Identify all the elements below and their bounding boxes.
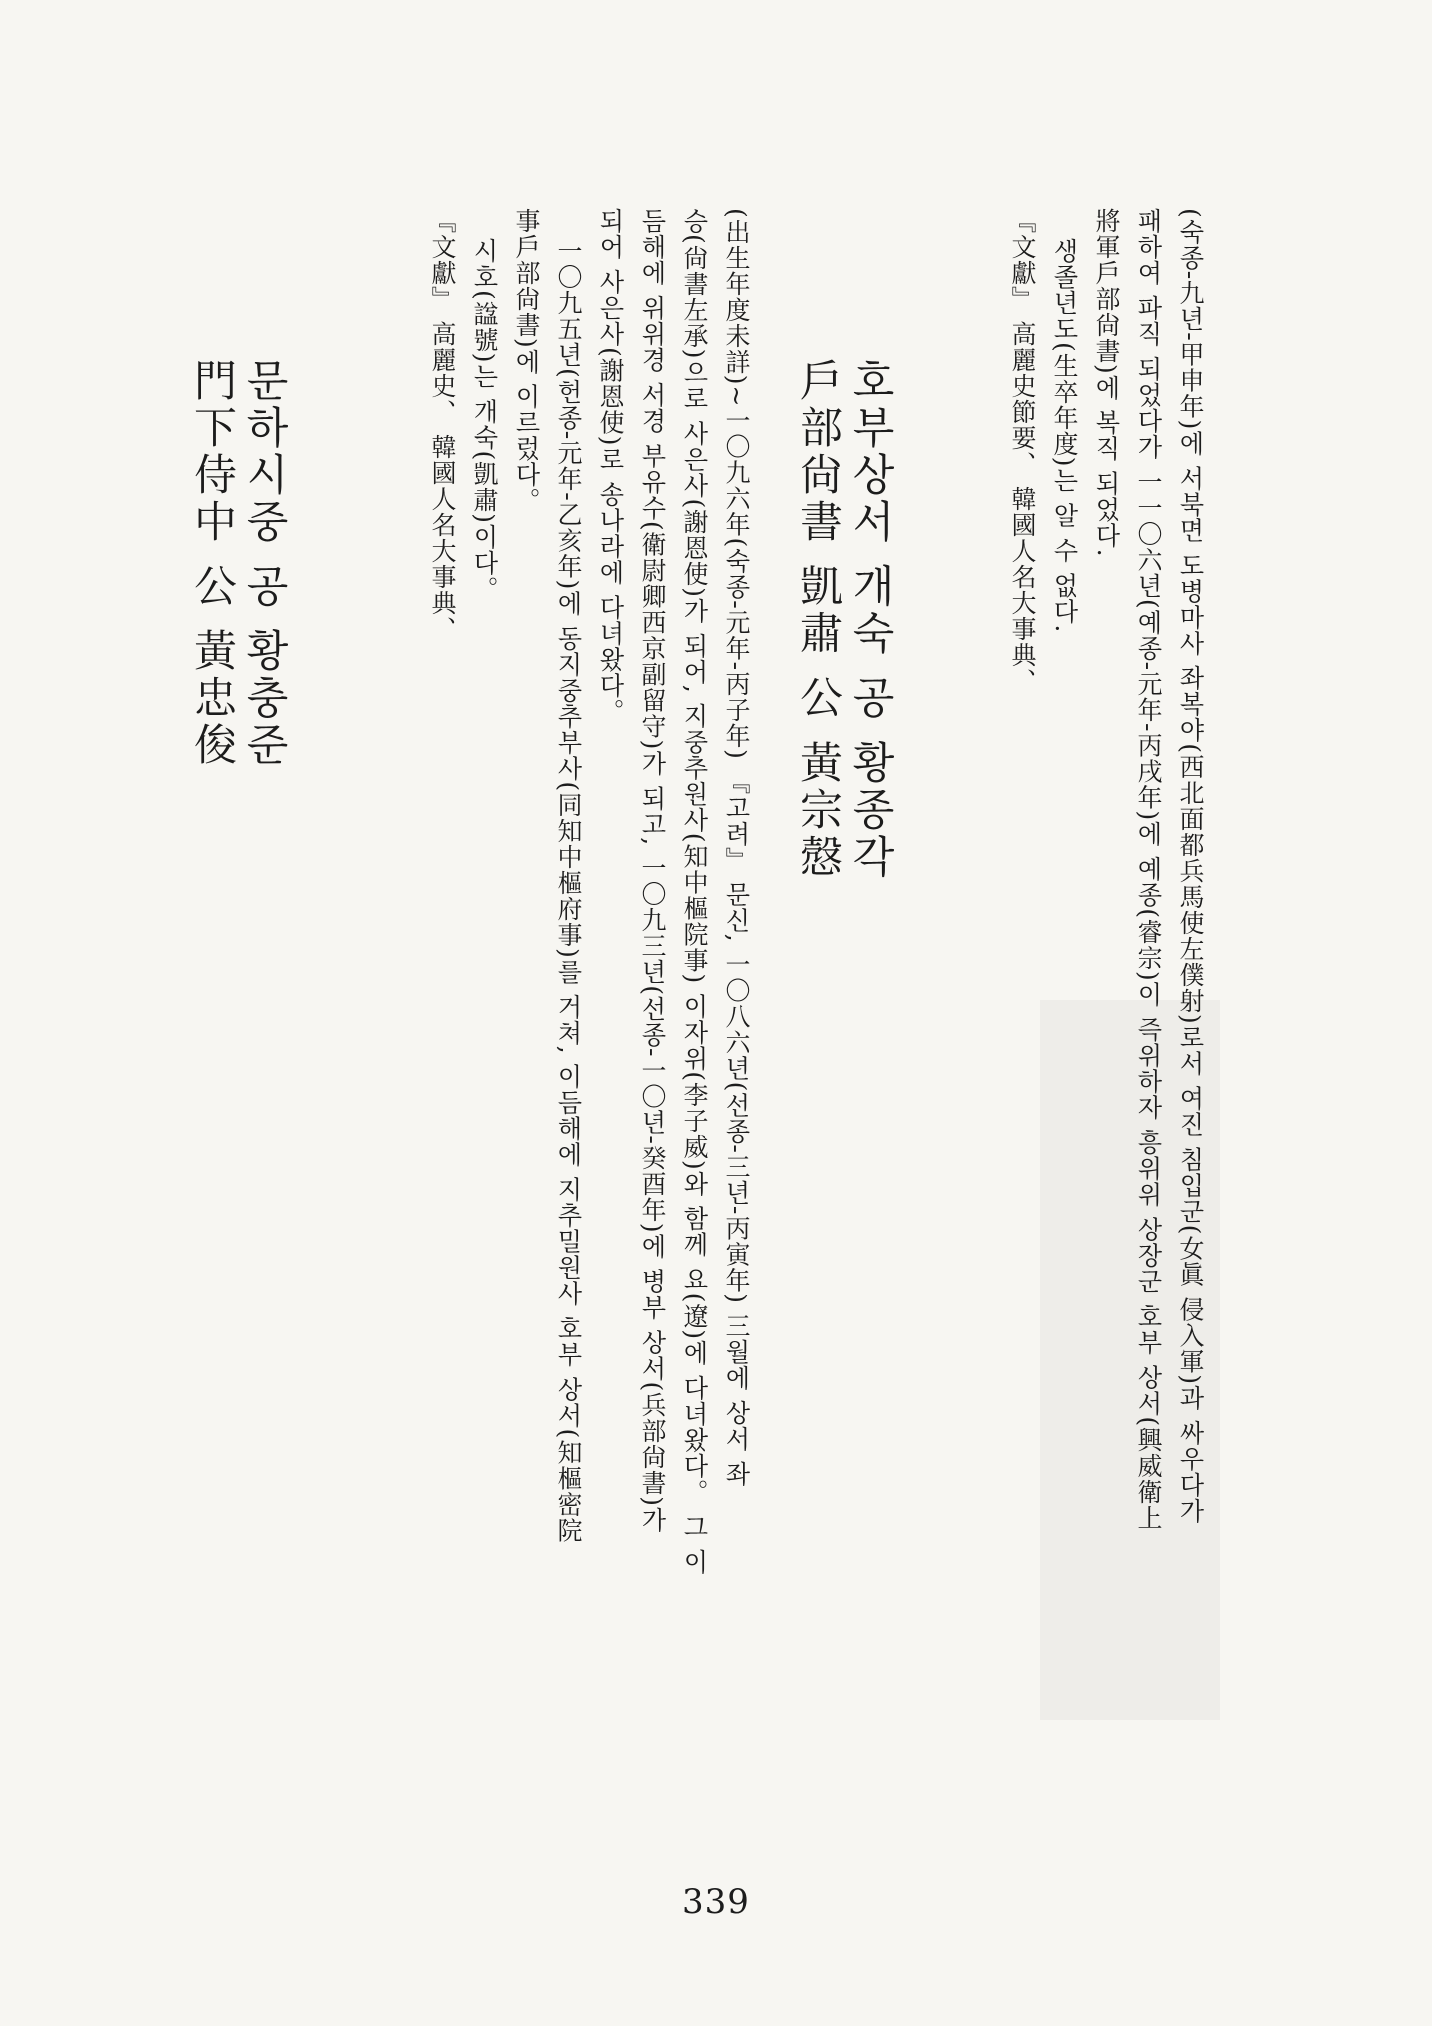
source-citation: 『文獻』 高麗史節要、 韓國人名大事典、 [1008, 208, 1037, 694]
page-number: 339 [682, 1882, 750, 1922]
body-line: 승(尙書左承)으로 사은사(謝恩使)가 되어, 지중추원사(知中樞院事) 이자위(李子威)와 함께 요(遼)에 다녀왔다。 그 이 [680, 208, 709, 1576]
body-line: 패하여 파직 되었다가 一一〇六년(예종-元年-丙戌年)에 예종(睿宗)이 즉위하자 흥위위 상장군 호부 상서(興威衛上 [1134, 208, 1163, 1532]
body-line: 將軍戶部尙書)에 복직 되었다. [1092, 208, 1121, 558]
body-line: 듬해에 위위경 서경 부유수(衛尉卿西京副留守)가 되고, 一〇九三년(선종-一〇년-癸酉年)에 병부 상서(兵部尙書)가 [638, 208, 667, 1533]
body-line: 事戶部尙書)에 이르렀다。 [512, 208, 541, 514]
body-line: 시호(諡號)는 개숙(凱肅)이다。 [470, 238, 499, 602]
body-line: (出生年度未詳)~一〇九六年(숙종-元年-丙子年) 『고려』 문신, 一〇八六년(선종-三년-丙寅年) 三월에 상서 좌 [722, 208, 751, 1487]
source-citation: 『文獻』 高麗史、 韓國人名大事典、 [428, 208, 457, 642]
body-line: (숙종-九년-甲申年)에 서북면 도병마사 좌복야(西北面都兵馬使左僕射)로서 여진 침입군(女眞 侵入軍)과 싸우다가 [1176, 208, 1205, 1525]
entry-title-hanja: 戶部尙書 凱肅 公 黃宗慤 [793, 358, 843, 882]
entry-title-hangul: 문하시중 공 황충준 [239, 358, 289, 770]
body-line: 一〇九五년(헌종-元年-乙亥年)에 동지중추부사(同知中樞府事)를 거쳐, 이듬해에 지추밀원사 호부 상서(知樞密院 [554, 238, 583, 1544]
entry-title [845, 358, 895, 882]
body-line: 되어 사은사(謝恩使)로 송나라에 다녀왔다。 [596, 208, 625, 725]
entry-title-hanja: 門下侍中 公 黃忠俊 [187, 358, 237, 770]
body-line: 생졸년도(生卒年度)는 알 수 없다. [1050, 238, 1079, 634]
entry-title-hangul: 호부상서 개숙 공 황종각 [845, 358, 895, 882]
